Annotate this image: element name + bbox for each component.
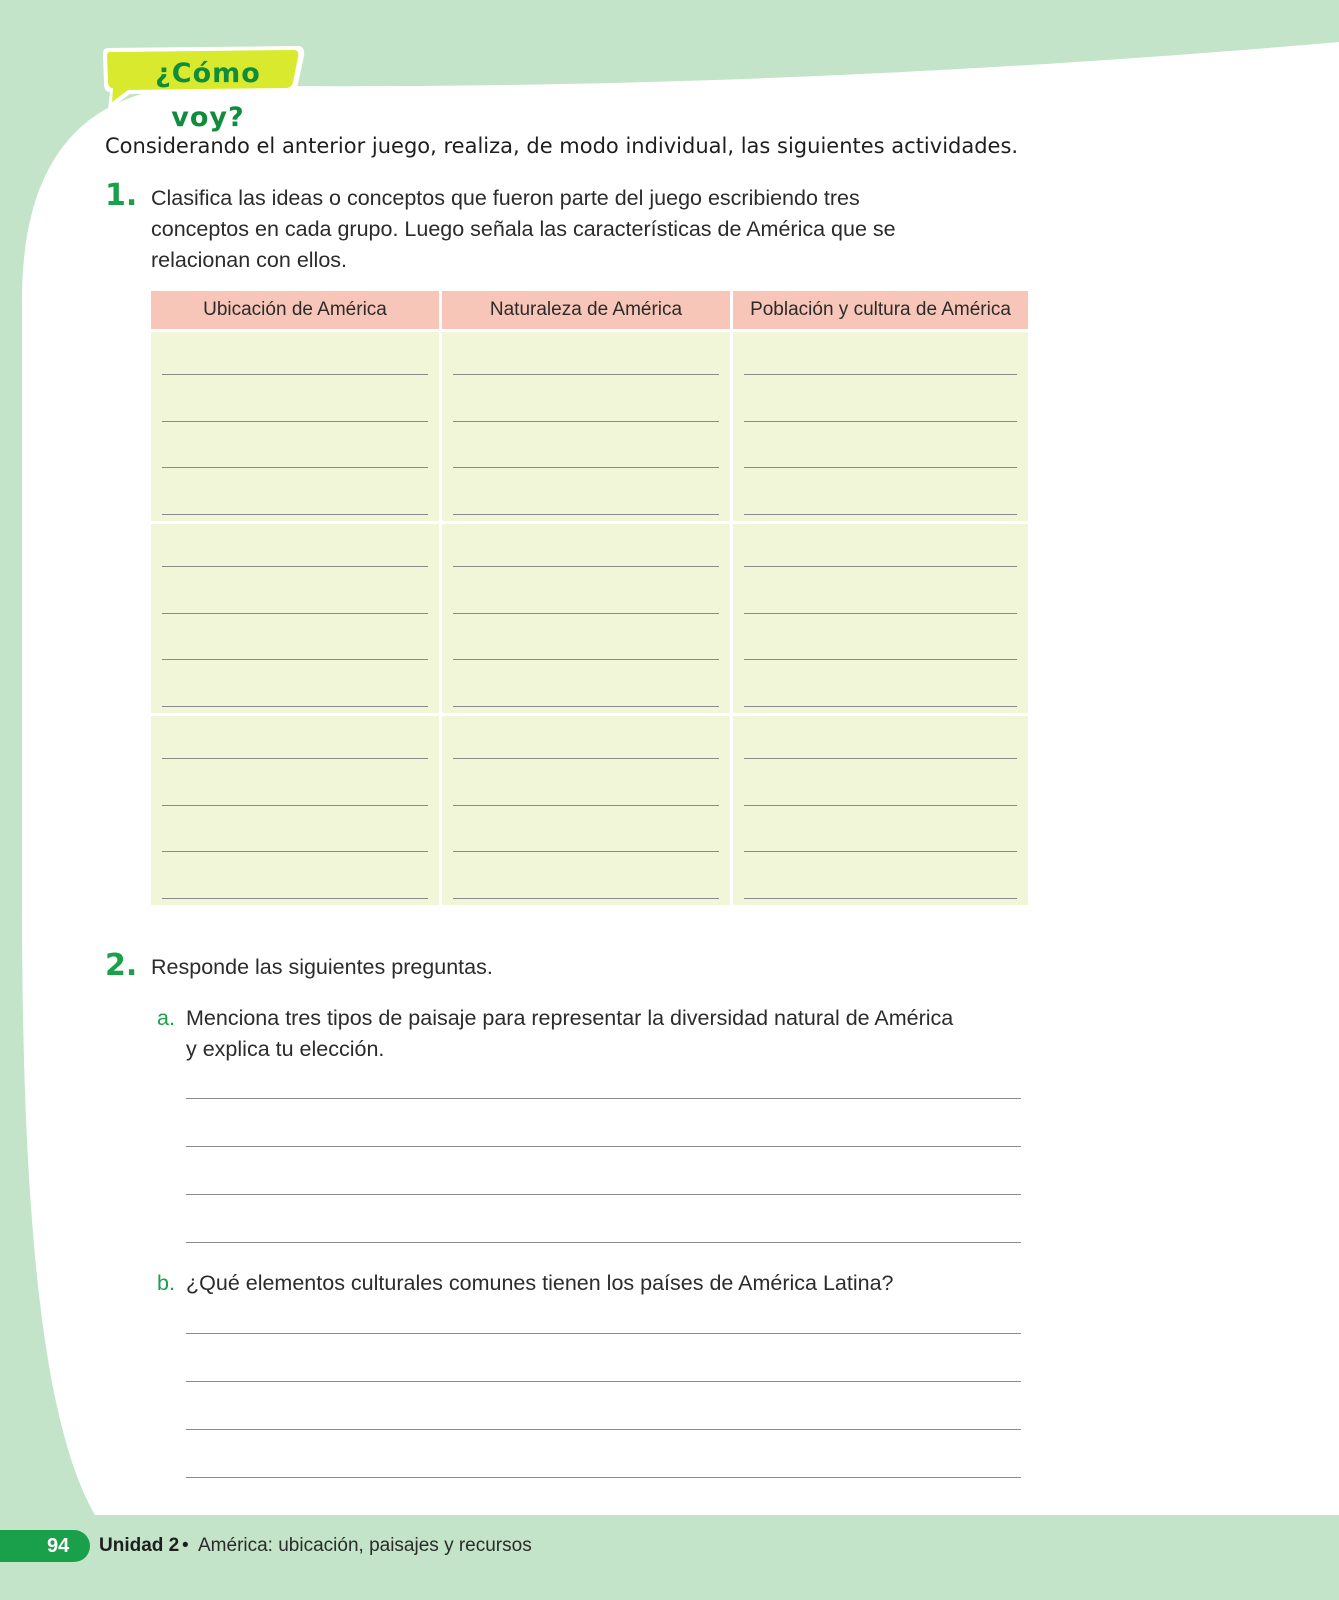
answer-line[interactable] [162, 805, 428, 806]
page-number: 94 [47, 1535, 70, 1557]
answer-line[interactable] [453, 758, 719, 759]
table-cell[interactable] [442, 332, 730, 521]
answer-line[interactable] [453, 851, 719, 852]
footer-unit-title: América: ubicación, paisajes y recursos [198, 1535, 532, 1556]
answer-line-b-3[interactable] [186, 1429, 1021, 1430]
answer-line[interactable] [162, 421, 428, 422]
question-1-line-1: Clasifica las ideas o conceptos que fueron parte del juego escribiendo tres [151, 186, 860, 210]
table-cell[interactable] [442, 524, 730, 713]
answer-line[interactable] [162, 467, 428, 468]
answer-line[interactable] [744, 514, 1017, 515]
answer-line[interactable] [744, 898, 1017, 899]
footer-unit-label: Unidad 2 [99, 1535, 180, 1556]
answer-line-a-3[interactable] [186, 1194, 1021, 1195]
table-cell[interactable] [733, 524, 1028, 713]
sub-question-a-line-1: Menciona tres tipos de paisaje para representar la diversidad natural de América [186, 1006, 954, 1030]
table-cell[interactable] [151, 716, 439, 905]
answer-line[interactable] [744, 805, 1017, 806]
section-badge [100, 42, 306, 133]
answer-line-a-2[interactable] [186, 1146, 1021, 1147]
sub-question-b-line-1: ¿Qué elementos culturales comunes tienen los países de América Latina? [186, 1271, 894, 1295]
table-header-naturaleza: Naturaleza de América [442, 291, 730, 329]
answer-line[interactable] [162, 758, 428, 759]
answer-line[interactable] [744, 566, 1017, 567]
answer-line[interactable] [162, 566, 428, 567]
answer-line-b-1[interactable] [186, 1333, 1021, 1334]
answer-line[interactable] [162, 613, 428, 614]
table-cell[interactable] [151, 524, 439, 713]
answer-line[interactable] [162, 706, 428, 707]
answer-line[interactable] [453, 566, 719, 567]
answer-line[interactable] [744, 374, 1017, 375]
sub-question-b-letter: b. [157, 1271, 175, 1295]
sub-question-a-line-2: y explica tu elección. [186, 1037, 385, 1061]
page-number-tab [0, 1530, 90, 1562]
answer-line[interactable] [453, 421, 719, 422]
answer-line[interactable] [744, 758, 1017, 759]
answer-line[interactable] [744, 706, 1017, 707]
question-number-1: 1. [105, 178, 138, 213]
table-cell[interactable] [733, 332, 1028, 521]
question-2-text: Responde las siguientes preguntas. [151, 955, 493, 979]
answer-line-b-2[interactable] [186, 1381, 1021, 1382]
answer-line[interactable] [162, 659, 428, 660]
question-1-line-2: conceptos en cada grupo. Luego señala las características de América que se [151, 217, 896, 241]
answer-line[interactable] [744, 421, 1017, 422]
footer-bullet: • [182, 1535, 189, 1556]
answer-line[interactable] [453, 613, 719, 614]
answer-line[interactable] [453, 467, 719, 468]
answer-line[interactable] [162, 374, 428, 375]
question-1-line-3: relacionan con ellos. [151, 248, 348, 272]
answer-line[interactable] [744, 467, 1017, 468]
classification-table [151, 291, 1028, 907]
table-cell[interactable] [442, 716, 730, 905]
table-cell[interactable] [733, 716, 1028, 905]
answer-line[interactable] [162, 851, 428, 852]
answer-line[interactable] [744, 613, 1017, 614]
answer-line[interactable] [453, 659, 719, 660]
answer-line[interactable] [162, 514, 428, 515]
answer-line-b-4[interactable] [186, 1477, 1021, 1478]
table-header-ubicacion: Ubicación de América [151, 291, 439, 329]
answer-line[interactable] [453, 514, 719, 515]
answer-line[interactable] [453, 805, 719, 806]
answer-line-a-1[interactable] [186, 1098, 1021, 1099]
answer-line-a-4[interactable] [186, 1242, 1021, 1243]
answer-line[interactable] [744, 851, 1017, 852]
badge-label: ¿Cómo voy? [155, 58, 261, 133]
answer-line[interactable] [744, 659, 1017, 660]
table-cell[interactable] [151, 332, 439, 521]
answer-line[interactable] [453, 374, 719, 375]
intro-text: Considerando el anterior juego, realiza, de modo individual, las siguientes actividades. [105, 134, 1019, 158]
answer-line[interactable] [453, 898, 719, 899]
sub-question-a-letter: a. [157, 1006, 175, 1030]
answer-line[interactable] [162, 898, 428, 899]
answer-line[interactable] [453, 706, 719, 707]
question-number-2: 2. [105, 948, 138, 983]
table-header-poblacion: Población y cultura de América [733, 291, 1028, 329]
